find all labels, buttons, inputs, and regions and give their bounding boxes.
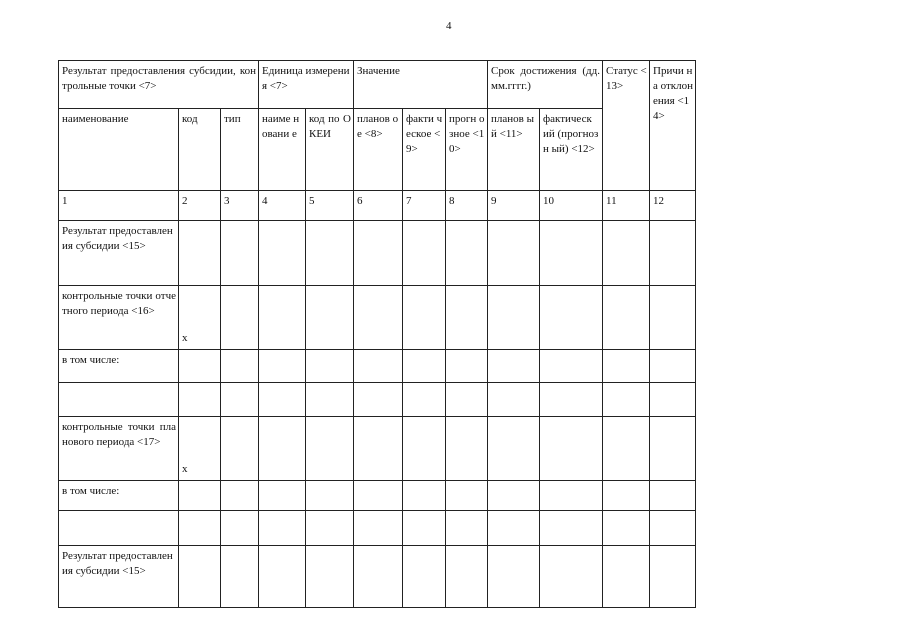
table-row (59, 350, 696, 383)
empty-cell (306, 350, 354, 383)
empty-cell (221, 546, 259, 608)
table-row (59, 221, 696, 286)
empty-cell (488, 546, 540, 608)
empty-cell (650, 383, 696, 417)
empty-cell (259, 417, 306, 481)
header-actual-value: факти ческое <9> (403, 109, 446, 191)
empty-cell (540, 417, 603, 481)
empty-cell (221, 383, 259, 417)
empty-cell (221, 350, 259, 383)
header-unit-name: наиме новани е (259, 109, 306, 191)
empty-cell (603, 383, 650, 417)
row-label: Результат предоставления субсидии <15> (59, 221, 179, 286)
header-row-columns (59, 109, 696, 191)
header-deadline-group: Срок достижения (дд.мм.гггг.) (488, 61, 603, 109)
empty-cell (540, 383, 603, 417)
empty-cell (354, 546, 403, 608)
empty-cell (221, 286, 259, 350)
column-number: 1 (59, 191, 179, 221)
empty-cell (446, 481, 488, 511)
empty-cell (488, 350, 540, 383)
empty-cell (403, 286, 446, 350)
empty-cell (488, 511, 540, 546)
row-label: в том числе: (59, 350, 179, 383)
header-row-groups (59, 61, 696, 109)
row-code (179, 511, 221, 546)
column-number-row (59, 191, 696, 221)
empty-cell (221, 511, 259, 546)
page-number: 4 (446, 20, 452, 32)
header-code: код (179, 109, 221, 191)
column-number: 9 (488, 191, 540, 221)
empty-cell (259, 383, 306, 417)
row-label: в том числе: (59, 481, 179, 511)
empty-cell (603, 481, 650, 511)
empty-cell (488, 286, 540, 350)
column-number: 2 (179, 191, 221, 221)
empty-cell (259, 511, 306, 546)
empty-cell (306, 511, 354, 546)
column-number: 7 (403, 191, 446, 221)
empty-cell (540, 286, 603, 350)
empty-cell (259, 546, 306, 608)
empty-cell (650, 350, 696, 383)
row-label: контрольные точки планового периода <17> (59, 417, 179, 481)
empty-cell (446, 221, 488, 286)
empty-cell (306, 221, 354, 286)
empty-cell (306, 546, 354, 608)
empty-cell (259, 286, 306, 350)
empty-cell (354, 221, 403, 286)
empty-cell (603, 511, 650, 546)
empty-cell (354, 481, 403, 511)
empty-cell (446, 546, 488, 608)
row-label (59, 383, 179, 417)
header-type: тип (221, 109, 259, 191)
column-number: 4 (259, 191, 306, 221)
empty-cell (306, 383, 354, 417)
empty-cell (540, 511, 603, 546)
empty-cell (354, 417, 403, 481)
empty-cell (650, 286, 696, 350)
empty-cell (650, 546, 696, 608)
empty-cell (306, 417, 354, 481)
empty-cell (403, 546, 446, 608)
header-reasons: Причи на отклон ения <14> (650, 61, 696, 191)
empty-cell (603, 221, 650, 286)
column-number: 5 (306, 191, 354, 221)
subsidy-results-table (58, 60, 696, 608)
table-row (59, 417, 696, 481)
empty-cell (540, 221, 603, 286)
row-code: x (179, 417, 221, 481)
header-forecast-value: прогн озное <10> (446, 109, 488, 191)
empty-cell (403, 481, 446, 511)
empty-cell (446, 383, 488, 417)
header-unit-group: Единица измерения <7> (259, 61, 354, 109)
table-row (59, 546, 696, 608)
header-status: Статус <13> (603, 61, 650, 191)
empty-cell (650, 481, 696, 511)
header-okei-code: код по ОКЕИ (306, 109, 354, 191)
empty-cell (259, 350, 306, 383)
empty-cell (354, 286, 403, 350)
table-row (59, 383, 696, 417)
empty-cell (540, 350, 603, 383)
empty-cell (650, 417, 696, 481)
empty-cell (403, 221, 446, 286)
row-label: контрольные точки отчетного периода <16> (59, 286, 179, 350)
empty-cell (603, 417, 650, 481)
header-planned-value: планов ое <8> (354, 109, 403, 191)
table-row (59, 286, 696, 350)
table-row (59, 481, 696, 511)
empty-cell (488, 417, 540, 481)
row-code (179, 481, 221, 511)
empty-cell (221, 481, 259, 511)
column-number: 11 (603, 191, 650, 221)
column-number: 6 (354, 191, 403, 221)
empty-cell (603, 286, 650, 350)
column-number: 8 (446, 191, 488, 221)
row-label (59, 511, 179, 546)
empty-cell (259, 221, 306, 286)
empty-cell (403, 350, 446, 383)
empty-cell (540, 481, 603, 511)
header-deadline-actual: фактическ ий (прогнозн ый) <12> (540, 109, 603, 191)
table-row (59, 511, 696, 546)
empty-cell (603, 350, 650, 383)
empty-cell (488, 221, 540, 286)
empty-cell (354, 511, 403, 546)
row-code: x (179, 286, 221, 350)
header-result-group: Результат предоставления субсидии, контрольные точки <7> (59, 61, 259, 109)
empty-cell (306, 481, 354, 511)
header-value-group: Значение (354, 61, 488, 109)
empty-cell (403, 511, 446, 546)
empty-cell (221, 221, 259, 286)
column-number: 3 (221, 191, 259, 221)
empty-cell (446, 350, 488, 383)
header-name: наименование (59, 109, 179, 191)
row-code (179, 383, 221, 417)
empty-cell (446, 511, 488, 546)
empty-cell (650, 511, 696, 546)
empty-cell (446, 417, 488, 481)
row-code (179, 350, 221, 383)
empty-cell (403, 383, 446, 417)
empty-cell (306, 286, 354, 350)
empty-cell (354, 383, 403, 417)
column-number: 12 (650, 191, 696, 221)
empty-cell (488, 383, 540, 417)
empty-cell (354, 350, 403, 383)
column-number: 10 (540, 191, 603, 221)
header-deadline-planned: планов ый <11> (488, 109, 540, 191)
row-label: Результат предоставления субсидии <15> (59, 546, 179, 608)
empty-cell (650, 221, 696, 286)
empty-cell (540, 546, 603, 608)
empty-cell (259, 481, 306, 511)
empty-cell (221, 417, 259, 481)
empty-cell (403, 417, 446, 481)
empty-cell (603, 546, 650, 608)
empty-cell (446, 286, 488, 350)
empty-cell (488, 481, 540, 511)
row-code (179, 221, 221, 286)
row-code (179, 546, 221, 608)
